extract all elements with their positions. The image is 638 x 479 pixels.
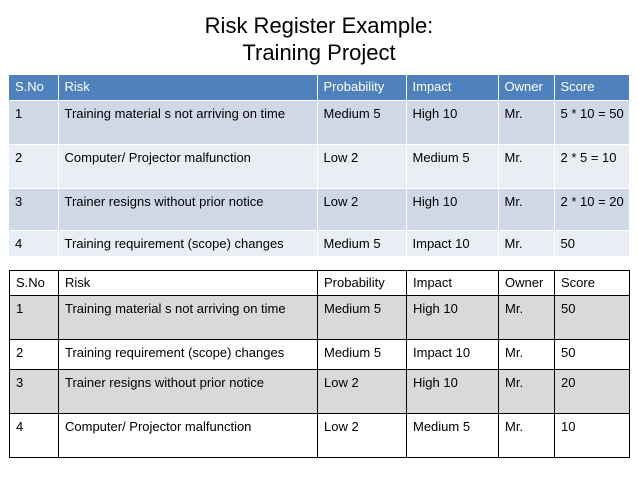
cell-impact: High 10 <box>406 189 498 231</box>
cell-probability: Medium 5 <box>317 101 406 145</box>
cell-owner: Mr. <box>499 340 555 370</box>
column-header-impact: Impact <box>407 271 499 296</box>
cell-sno: 3 <box>9 189 58 231</box>
column-header-sno: S.No <box>10 271 59 296</box>
cell-probability: Low 2 <box>318 370 407 414</box>
cell-risk: Computer/ Projector malfunction <box>59 414 318 458</box>
table-row <box>9 101 629 145</box>
cell-impact: High 10 <box>407 370 499 414</box>
table-row <box>10 296 630 340</box>
cell-owner: Mr. <box>499 370 555 414</box>
cell-sno: 3 <box>10 370 59 414</box>
cell-impact: Medium 5 <box>406 145 498 189</box>
cell-probability: Medium 5 <box>318 296 407 340</box>
cell-sno: 4 <box>10 414 59 458</box>
column-header-impact: Impact <box>406 75 498 101</box>
title-line-1: Risk Register Example: <box>204 13 434 38</box>
column-header-score: Score <box>555 271 630 296</box>
table-row <box>9 189 629 231</box>
cell-probability: Low 2 <box>317 189 406 231</box>
cell-sno: 2 <box>9 145 58 189</box>
cell-probability: Low 2 <box>317 145 406 189</box>
cell-score: 50 <box>555 340 630 370</box>
cell-probability: Medium 5 <box>318 340 407 370</box>
cell-score: 5 * 10 = 50 <box>554 101 629 145</box>
cell-risk: Trainer resigns without prior notice <box>58 189 317 231</box>
cell-score: 50 <box>554 231 629 257</box>
cell-sno: 1 <box>9 101 58 145</box>
cell-risk: Training requirement (scope) changes <box>58 231 317 257</box>
cell-owner: Mr. <box>498 145 554 189</box>
cell-risk: Training requirement (scope) changes <box>59 340 318 370</box>
table-row <box>9 231 629 257</box>
column-header-risk: Risk <box>58 75 317 101</box>
title-line-2: Training Project <box>242 40 396 65</box>
column-header-owner: Owner <box>499 271 555 296</box>
cell-owner: Mr. <box>498 231 554 257</box>
column-header-sno: S.No <box>9 75 58 101</box>
cell-sno: 1 <box>10 296 59 340</box>
cell-risk: Computer/ Projector malfunction <box>58 145 317 189</box>
slide-title <box>0 12 638 66</box>
risk-register-table-scored <box>9 75 629 256</box>
table-row <box>10 414 630 458</box>
table-header-row <box>9 75 629 101</box>
cell-score: 2 * 10 = 20 <box>554 189 629 231</box>
cell-risk: Trainer resigns without prior notice <box>59 370 318 414</box>
cell-impact: Medium 5 <box>407 414 499 458</box>
cell-risk: Training material s not arriving on time <box>58 101 317 145</box>
cell-impact: High 10 <box>407 296 499 340</box>
cell-impact: Impact 10 <box>406 231 498 257</box>
table-row <box>10 370 630 414</box>
cell-owner: Mr. <box>498 189 554 231</box>
cell-sno: 4 <box>9 231 58 257</box>
table-row <box>9 145 629 189</box>
risk-register-table-ranked <box>9 270 630 458</box>
cell-score: 50 <box>555 296 630 340</box>
column-header-probability: Probability <box>318 271 407 296</box>
cell-probability: Low 2 <box>318 414 407 458</box>
cell-sno: 2 <box>10 340 59 370</box>
cell-owner: Mr. <box>499 414 555 458</box>
column-header-score: Score <box>554 75 629 101</box>
column-header-owner: Owner <box>498 75 554 101</box>
cell-risk: Training material s not arriving on time <box>59 296 318 340</box>
cell-score: 10 <box>555 414 630 458</box>
cell-owner: Mr. <box>498 101 554 145</box>
cell-score: 20 <box>555 370 630 414</box>
table-body <box>10 296 630 458</box>
column-header-probability: Probability <box>317 75 406 101</box>
cell-impact: High 10 <box>406 101 498 145</box>
cell-probability: Medium 5 <box>317 231 406 257</box>
cell-score: 2 * 5 = 10 <box>554 145 629 189</box>
table-row <box>10 340 630 370</box>
table-header-row <box>10 271 630 296</box>
column-header-risk: Risk <box>59 271 318 296</box>
cell-impact: Impact 10 <box>407 340 499 370</box>
table-body <box>9 101 629 257</box>
cell-owner: Mr. <box>499 296 555 340</box>
